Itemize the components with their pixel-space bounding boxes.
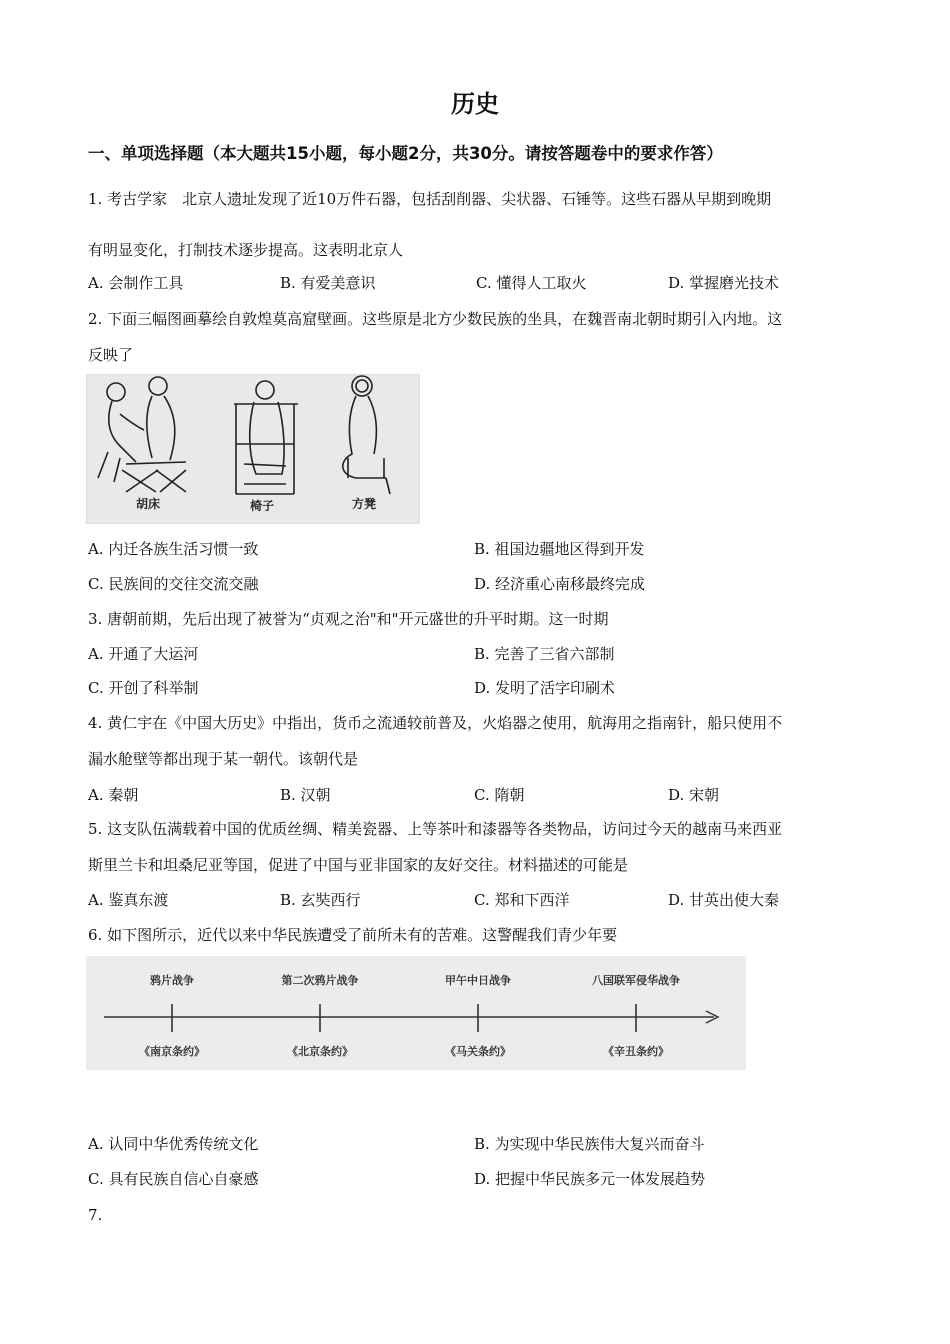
timeline-treaty-boxer: 《辛丑条约》 [603, 1045, 669, 1058]
question-3-line-1: 3. 唐朝前期，先后出现了被誉为“贞观之治"和"开元盛世的升平时期。这一时期 [88, 610, 609, 628]
question-6-option-a[interactable]: A. 认同中华优秀传统文化 [88, 1135, 259, 1153]
question-2-line-2: 反映了 [88, 346, 134, 364]
question-4-line-2: 漏水舱壁等都出现于某一朝代。该朝代是 [88, 750, 359, 768]
question-2-line-1: 2. 下面三幅图画摹绘自敦煌莫高窟壁画。这些原是北方少数民族的坐具，在魏晋南北朝时期引入内地。这 [88, 310, 783, 328]
question-4-option-d[interactable]: D. 宋朝 [668, 786, 720, 804]
question-2-option-b[interactable]: B. 祖国边疆地区得到开发 [474, 540, 645, 558]
question-1-line-2: 有明显变化，打制技术逐步提高。这表明北京人 [88, 241, 404, 259]
figure-label-hu-chuang: 胡床 [136, 497, 161, 511]
question-7-line-1: 7. [88, 1206, 103, 1224]
figure-label-chair: 椅子 [250, 499, 275, 513]
question-1-option-d[interactable]: D. 掌握磨光技术 [668, 274, 780, 292]
question-1-option-a[interactable]: A. 会制作工具 [88, 274, 184, 292]
question-2-option-c[interactable]: C. 民族间的交往交流交融 [88, 575, 259, 593]
question-6-option-b[interactable]: B. 为实现中华民族伟大复兴而奋斗 [474, 1135, 705, 1153]
question-4-option-c[interactable]: C. 隋朝 [474, 786, 525, 804]
question-1-option-b[interactable]: B. 有爱美意识 [280, 274, 376, 292]
timeline-war-eight-nation: 八国联军侵华战争 [592, 974, 680, 987]
question-3-option-a[interactable]: A. 开通了大运河 [88, 645, 199, 663]
question-5-option-b[interactable]: B. 玄奘西行 [280, 891, 361, 909]
question-2-option-a[interactable]: A. 内迁各族生活习惯一致 [88, 540, 259, 558]
timeline-war-opium: 鸦片战争 [150, 974, 194, 987]
figure-label-square-stool: 方凳 [352, 497, 377, 511]
question-2-option-d[interactable]: D. 经济重心南移最终完成 [474, 575, 646, 593]
question-3-option-c[interactable]: C. 开创了科举制 [88, 679, 199, 697]
section-heading: 一、单项选择题（本大题共15小题，每小题2分，共30分。请按答题卷中的要求作答） [88, 144, 723, 163]
timeline-treaty-shimonoseki: 《马关条约》 [445, 1045, 511, 1058]
question-3-option-d[interactable]: D. 发明了活字印刷术 [474, 679, 616, 697]
question-4-option-a[interactable]: A. 秦朝 [88, 786, 139, 804]
page-title: 历史 [451, 90, 499, 118]
question-4-option-b[interactable]: B. 汉朝 [280, 786, 331, 804]
question-5-option-c[interactable]: C. 郑和下西洋 [474, 891, 570, 909]
question-6-option-c[interactable]: C. 具有民族自信心自豪感 [88, 1170, 259, 1188]
question-5-option-a[interactable]: A. 鉴真东渡 [88, 891, 169, 909]
timeline-treaty-beijing: 《北京条约》 [287, 1045, 353, 1058]
question-6-line-1: 6. 如下图所示，近代以来中华民族遭受了前所未有的苦难。这警醒我们青少年要 [88, 926, 618, 944]
question-3-option-b[interactable]: B. 完善了三省六部制 [474, 645, 615, 663]
question-5-line-2: 斯里兰卡和坦桑尼亚等国，促进了中国与亚非国家的友好交往。材料描述的可能是 [88, 856, 629, 874]
question-5-option-d[interactable]: D. 甘英出使大秦 [668, 891, 780, 909]
timeline-war-sino-japanese: 甲午中日战争 [445, 974, 511, 987]
question-6-option-d[interactable]: D. 把握中华民族多元一体发展趋势 [474, 1170, 706, 1188]
timeline-war-second-opium: 第二次鸦片战争 [281, 974, 359, 987]
timeline-treaty-nanjing: 《南京条约》 [139, 1045, 205, 1058]
modern-history-timeline [86, 956, 746, 1070]
question-4-line-1: 4. 黄仁宇在《中国大历史》中指出，货币之流通较前普及，火焰器之使用，航海用之指南针，船只使用不 [88, 714, 783, 732]
dunhuang-mural-seating-figure [86, 374, 420, 524]
question-5-line-1: 5. 这支队伍满载着中国的优质丝绸、精美瓷器、上等茶叶和漆器等各类物品，访问过今天的越南马来西亚 [88, 820, 783, 838]
question-1-line-1: 1. 考古学家 北京人遗址发现了近10万件石器，包括刮削器、尖状器、石锤等。这些石器从早期到晚期 [88, 190, 772, 208]
question-1-option-c[interactable]: C. 懂得人工取火 [476, 274, 587, 292]
